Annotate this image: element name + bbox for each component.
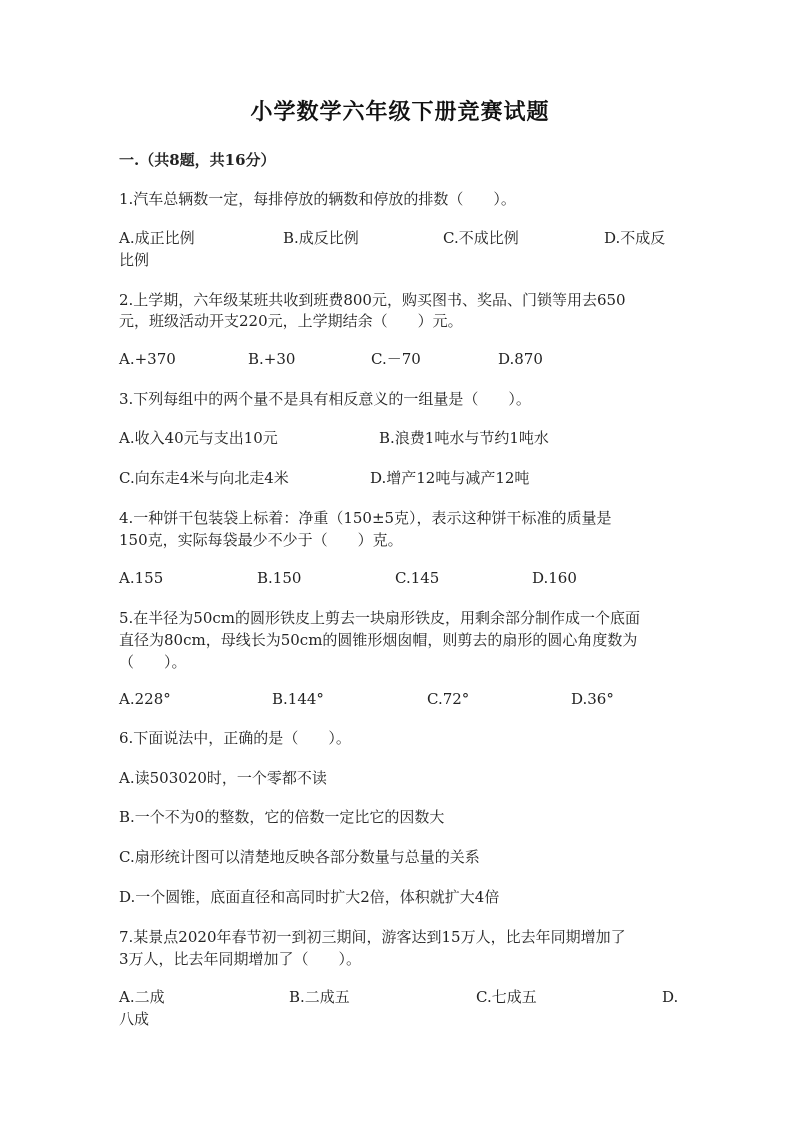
question-5-option-c[interactable]: C.72° [427,690,470,708]
question-7-stem-line-2: 3万人，比去年同期增加了（ ）。 [119,950,362,968]
question-6-stem: 6.下面说法中，正确的是（ ）。 [119,729,351,747]
question-4-stem-line-2: 150克，实际每袋最少不少于（ ）克。 [119,531,403,549]
page-title: 小学数学六年级下册竞赛试题 [250,99,550,125]
question-1-stem: 1.汽车总辆数一定，每排停放的辆数和停放的排数（ ）。 [119,190,516,208]
question-3-option-b[interactable]: B.浪费1吨水与节约1吨水 [379,429,549,447]
question-6-option-d[interactable]: D.一个圆锥，底面直径和高同时扩大2倍，体积就扩大4倍 [119,888,500,906]
question-1-option-d-wrap: 比例 [119,251,150,269]
question-4-option-b[interactable]: B.150 [257,569,302,587]
question-5-option-a[interactable]: A.228° [119,690,171,708]
question-3-option-c[interactable]: C.向东走4米与向北走4米 [119,469,289,487]
question-5-stem-line-2: 直径为80cm，母线长为50cm的圆锥形烟囱帽，则剪去的扇形的圆心角度数为 [119,631,638,649]
question-6-option-b[interactable]: B.一个不为0的整数，它的倍数一定比它的因数大 [119,808,445,826]
question-1-option-b[interactable]: B.成反比例 [283,229,359,247]
question-2-option-c[interactable]: C.－70 [371,350,421,368]
question-7-option-d[interactable]: D. [662,988,679,1006]
question-2-stem-line-1: 2.上学期，六年级某班共收到班费800元，购买图书、奖品、门锁等用去650 [119,291,626,309]
question-4-option-a[interactable]: A.155 [119,569,164,587]
question-3-option-d[interactable]: D.增产12吨与减产12吨 [370,469,530,487]
question-5-stem-line-1: 5.在半径为50cm的圆形铁皮上剪去一块扇形铁皮，用剩余部分制作成一个底面 [119,609,641,627]
question-3-option-a[interactable]: A.收入40元与支出10元 [119,429,278,447]
question-2-option-d[interactable]: D.870 [498,350,543,368]
question-5-option-d[interactable]: D.36° [571,690,614,708]
question-6-option-c[interactable]: C.扇形统计图可以清楚地反映各部分数量与总量的关系 [119,848,480,866]
question-2-option-b[interactable]: B.+30 [248,350,296,368]
question-5-stem-line-3: （ ）。 [119,653,187,671]
question-1-option-a[interactable]: A.成正比例 [119,229,195,247]
section-heading: 一.（共8题，共16分） [119,151,276,169]
question-7-option-b[interactable]: B.二成五 [289,988,350,1006]
question-7-option-c[interactable]: C.七成五 [476,988,537,1006]
question-4-stem-line-1: 4.一种饼干包装袋上标着：净重（150±5克），表示这种饼干标准的质量是 [119,509,612,527]
question-6-option-a[interactable]: A.读503020时，一个零都不读 [119,769,327,787]
question-4-option-d[interactable]: D.160 [532,569,577,587]
question-2-option-a[interactable]: A.+370 [119,350,176,368]
question-7-stem-line-1: 7.某景点2020年春节初一到初三期间，游客达到15万人，比去年同期增加了 [119,928,626,946]
question-1-option-c[interactable]: C.不成比例 [443,229,519,247]
question-7-option-a[interactable]: A.二成 [119,988,165,1006]
question-1-option-d[interactable]: D.不成反 [604,229,666,247]
question-4-option-c[interactable]: C.145 [395,569,440,587]
question-5-option-b[interactable]: B.144° [272,690,324,708]
question-2-stem-line-2: 元，班级活动开支220元，上学期结余（ ）元。 [119,312,463,330]
question-3-stem: 3.下列每组中的两个量不是具有相反意义的一组量是（ ）。 [119,390,531,408]
question-7-option-d-wrap: 八成 [119,1010,150,1028]
